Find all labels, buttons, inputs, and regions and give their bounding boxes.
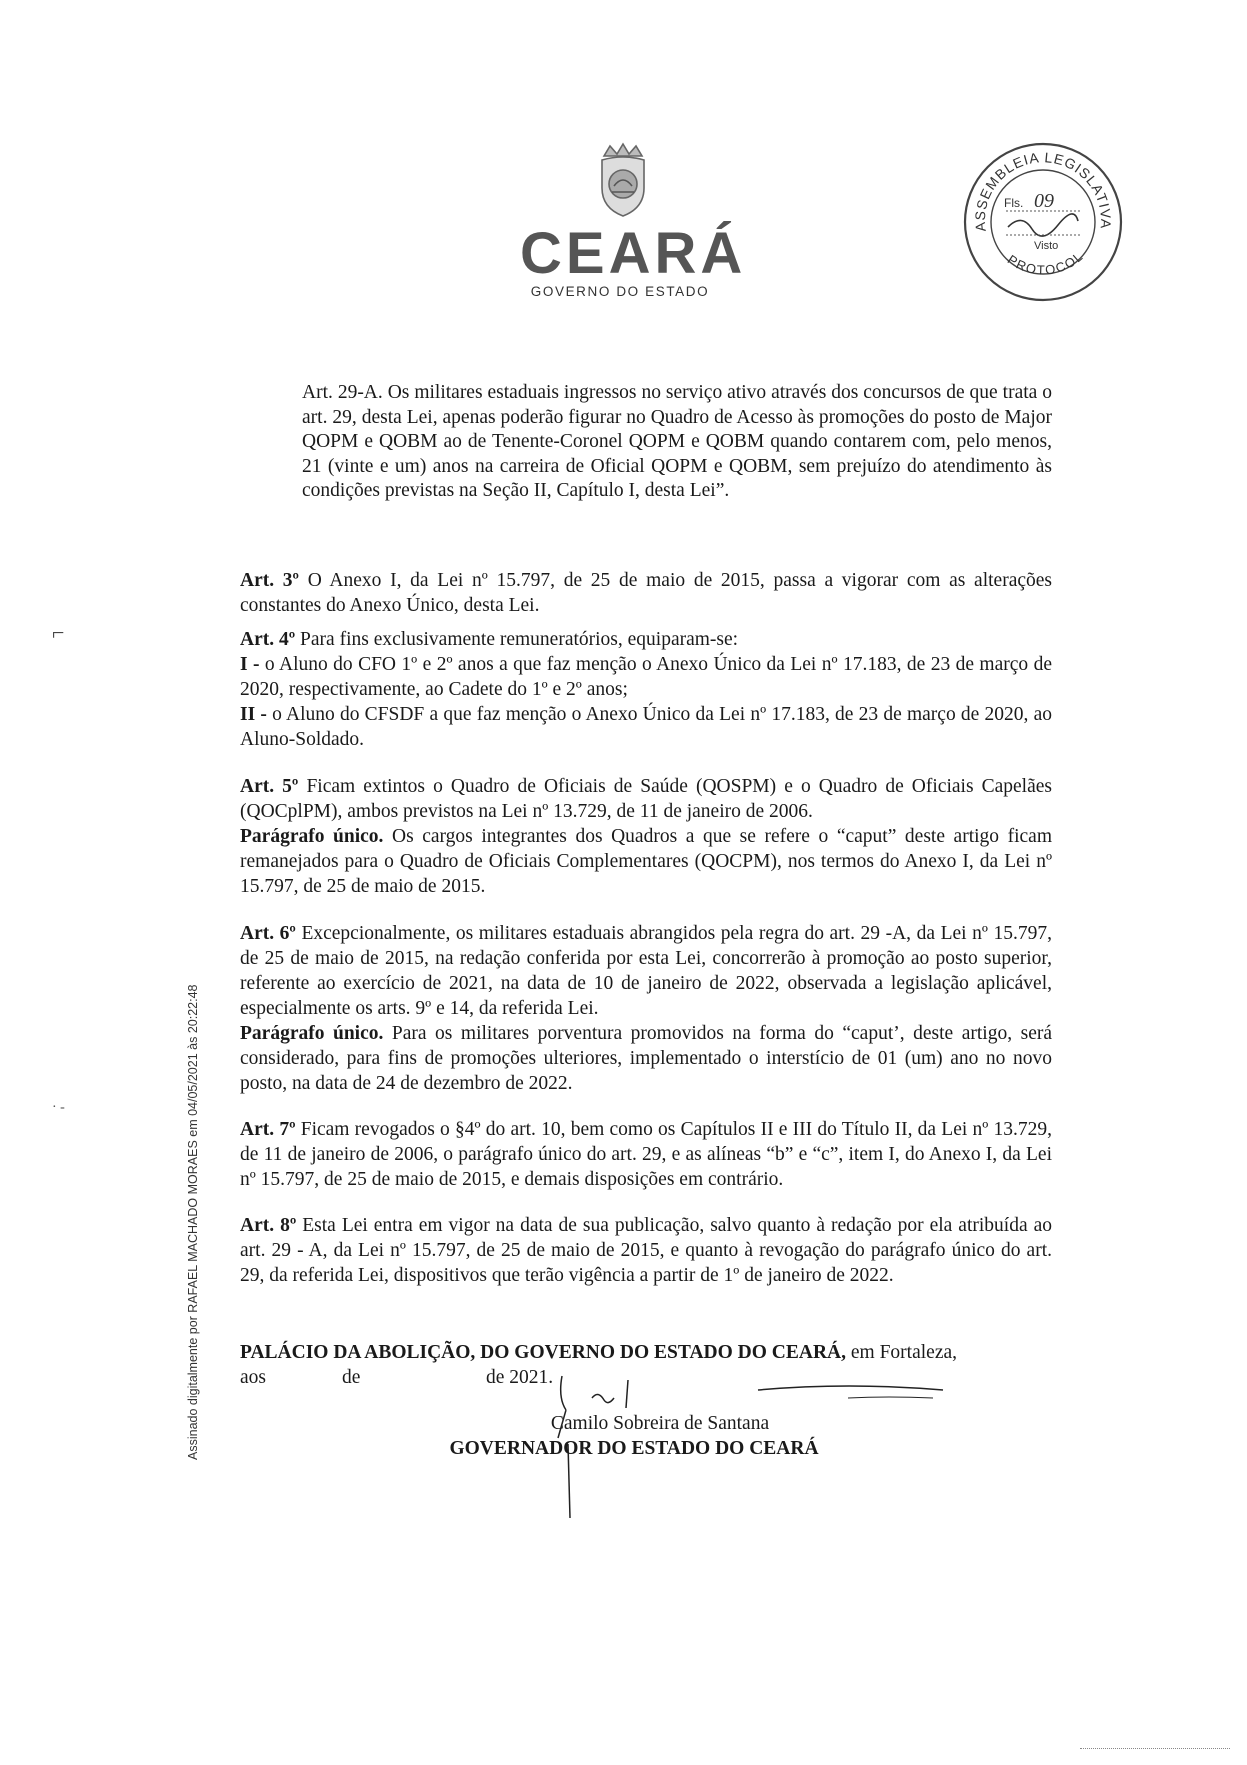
header-brand [520,218,747,299]
art-3-paragraph [240,568,1052,618]
art-6-paragraph [240,921,1052,1096]
art-4-item-2: o Aluno do CFSDF a que faz menção o Anexo Único da Lei nº 17.183, de 23 de março de 2020, ao Aluno-Soldado. [240,704,1053,750]
art-8-text: Esta Lei entra em vigor na data de sua publicação, salvo quanto à redação por ela atribuída ao art. 29 - A, da Lei nº 15.797, de 25 de maio de 2015, e quanto à revogação do parágrafo único do art. 29, da referida Lei, dispositivos que terão vigência a partir de 1º de janeiro de 2022. [240,1215,1053,1286]
art-29a-text: Art. 29-A. Os militares estaduais ingressos no serviço ativo através dos concursos de que trata o art. 29, desta Lei, apenas poderão figurar no Quadro de Acesso às promoções do posto de Major QOPM e QOBM ao de Tenente-Coronel QOPM e QOBM quando contarem com, pelo menos, 21 (vinte e um) anos na carreira de Oficial QOPM e QOBM, sem prejuízo do atendimento às condições previstas na Seção II, Capítulo I, desta Lei”. [302,382,1052,501]
art-7-label: Art. 7º [240,1119,296,1140]
signer-name: Camilo Sobreira de Santana [550,1413,770,1434]
margin-mark: ⌐ [52,620,65,645]
art-6-paragraph-label: Parágrafo único. [240,1023,384,1044]
stamp-fls-value: 09 [1034,190,1054,212]
svg-text:ASSEMBLEIA LEGISLATIVA DO CEAR [962,141,1114,235]
art-7-text: Ficam revogados o §4º do art. 10, bem como os Capítulos II e III do Título II, da Lei nº 13.729, de 11 de janeiro de 2006, o parágrafo único do art. 29, e as alíneas “b” e “c”, item I, do Anexo I, da Lei nº 15.797, de 25 de maio de 2015, e demais disposições em contrário. [240,1119,1053,1190]
art-5-text: Ficam extintos o Quadro de Oficiais de Saúde (QOSPM) e o Quadro de Oficiais Capelães (QOCplPM), ambos previstos na Lei nº 13.729, de 11 de janeiro de 2006. [240,776,1052,822]
art-4-text: Para fins exclusivamente remuneratórios, equiparam-se: [295,629,739,650]
brand-subtitle: GOVERNO DO ESTADO [530,284,710,299]
margin-mark: · - [52,1100,65,1115]
signer-title: GOVERNADOR DO ESTADO DO CEARÁ [449,1438,819,1459]
coat-of-arms-emblem [590,140,656,220]
digital-signature-note: Assinado digitalmente por RAFAEL MACHADO MORAES em 04/05/2021 às 20:22:48 [186,984,200,1460]
date-aos: aos [240,1367,266,1388]
stamp-visto-label: Visto [1034,240,1059,252]
art-7-paragraph [240,1117,1052,1192]
palace-line: PALÁCIO DA ABOLIÇÃO, DO GOVERNO DO ESTADO DO CEARÁ, [240,1342,847,1363]
art-5-label: Art. 5º [240,776,299,797]
art-6-label: Art. 6º [240,923,296,944]
art-4-label: Art. 4º [240,629,296,650]
city-line: em Fortaleza, [846,1342,958,1363]
page-edge-mark [1080,1748,1230,1750]
stamp-initials-mark [1008,214,1078,236]
art-8-paragraph [240,1213,1052,1288]
art-4-item-2-label: II - [240,704,267,725]
art-5-paragraph-text: Os cargos integrantes dos Quadros a que se refere o “caput” deste artigo ficam remanejados para o Quadro de Oficiais Complementares (QOCPM), nos termos do Anexo I, da Lei nº 15.797, de 25 de maio de 2015. [240,826,1052,897]
art-6-paragraph-text: Para os militares porventura promovidos na forma do “caput’, deste artigo, será considerado, para fins de promoções ulteriores, implementado o interstício de 01 (um) ano no novo posto, na data de 24 de dezembro de 2022. [240,1023,1052,1094]
art-4-item-1-label: I - [240,654,260,675]
date-de-1: de [342,1367,361,1388]
art-8-label: Art. 8º [240,1215,297,1236]
art-6-text: Excepcionalmente, os militares estaduais abrangidos pela regra do art. 29 -A, da Lei nº 15.797, de 25 de maio de 2015, na redação conferida por esta Lei, concorrerão à promoção ao posto superior, referente ao exercício de 2021, na data de 10 de janeiro de 2022, observada a legislação aplicável, especialmente os arts. 9º e 14, da referida Lei. [240,923,1052,1019]
art-29a-paragraph [302,381,1052,504]
brand-name: CEARÁ [520,221,747,286]
protocol-stamp [962,141,1124,303]
stamp-outer-text: ASSEMBLEIA LEGISLATIVA [971,149,1115,233]
art-5-paragraph [240,774,1052,899]
stamp-fls-label: Fls. [1004,196,1024,210]
art-4-paragraph [240,627,1052,752]
art-4-item-1: o Aluno do CFO 1º e 2º anos a que faz menção o Anexo Único da Lei nº 17.183, de 23 de março de 2020, respectivamente, ao Cadete do 1º e 2º anos; [240,654,1052,700]
art-5-paragraph-label: Parágrafo único. [240,826,384,847]
art-3-text: O Anexo I, da Lei nº 15.797, de 25 de maio de 2015, passa a vigorar com as alterações constantes do Anexo Único, desta Lei. [240,570,1052,616]
date-de-2: de 2021. [486,1367,554,1388]
art-3-label: Art. 3º [240,570,299,591]
stamp-bottom-text: PROTOCOL [1004,248,1087,278]
